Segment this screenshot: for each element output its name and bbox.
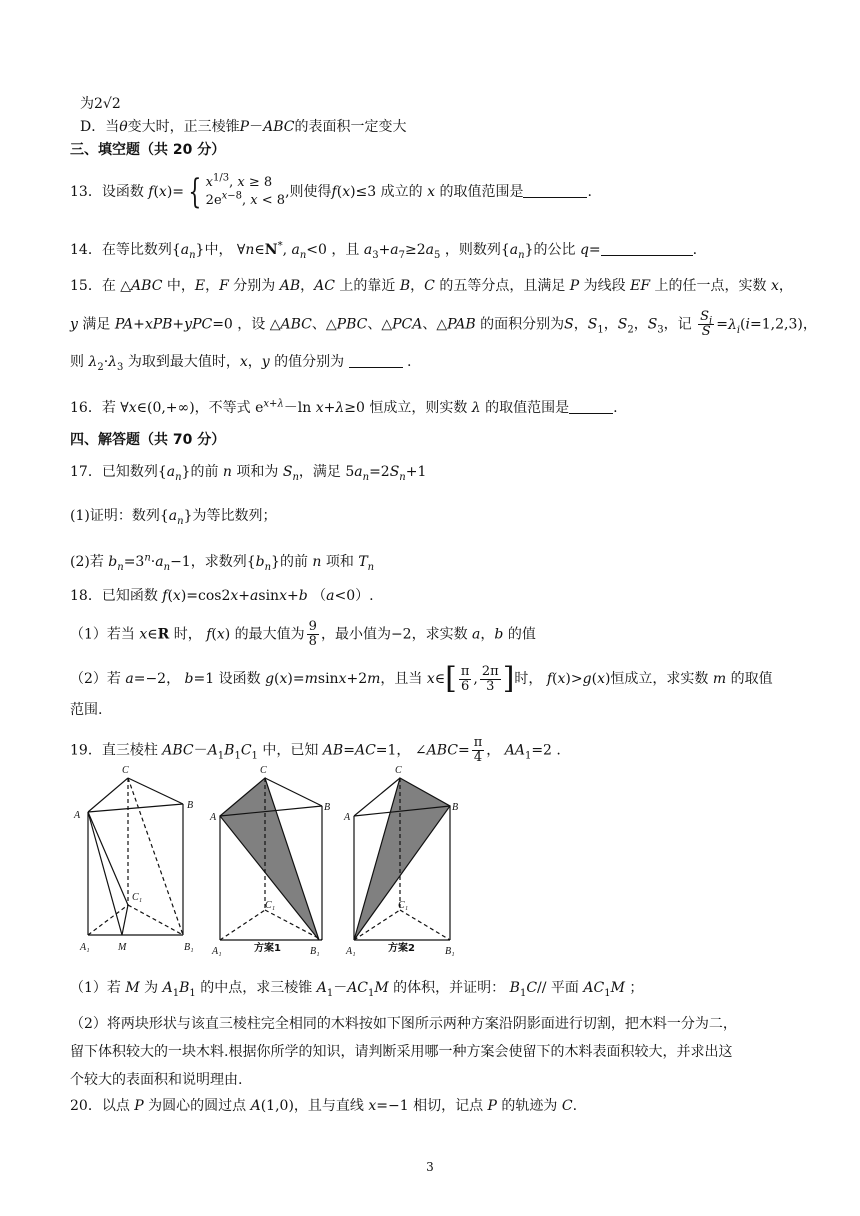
label-a1: A₁: [80, 942, 90, 953]
p2-label-a: A: [344, 812, 351, 823]
question-17-part1: (1)证明：数列$\{a_n\}$为等比数列；: [70, 508, 277, 527]
question-17-part2: (2)若 $b_n=3^n\cdot a_n-1$，求数列$\{b_n\}$的前 n 项和 $T_n$: [70, 552, 375, 573]
question-16: 16．若 ∀x∈(0,+∞)，不等式 $e^{x+\lambda}-\ln$ x+λ≥0 恒成立，则实数 λ 的取值范围是 .: [70, 398, 618, 416]
p2-label-c1: C₁: [398, 900, 409, 911]
plan-2-caption: 方案2: [388, 943, 415, 954]
question-15-line2: y 满足 PA+xPB+yPC=0 ，设 △ABC、△PBC、△PCA、△PAB 的面积分别为S，$S_1$，$S_2$，$S_3$，记 $\frac{S_i}{S}$ $=\lambda_i(i=1,2,3)$，: [70, 309, 817, 339]
page-number: 3: [426, 1160, 434, 1174]
question-15-line3: 则 $\lambda_2\cdot\lambda_3$ 为取到最大值时，x，y 的值分别为 .: [70, 354, 412, 373]
figure-plan-2: [354, 778, 450, 940]
p1-label-a: A: [210, 812, 217, 823]
p2-label-a1: A₁: [346, 946, 356, 957]
question-19-part1: （1）若 M 为 $A_1B_1$ 的中点，求三棱锥 $A_1-AC_1M$ 的体积，并证明： $B_1C//$ 平面 $AC_1M$ ；: [70, 980, 644, 999]
question-18-part1: （1）若当 x∈R 时， f(x) 的最大值为 $\frac{9}{8}$ ，最小值为−2，求实数 a，b 的值: [70, 619, 536, 649]
prism-figures: [60, 760, 480, 960]
option-d: D．当θ变大时，正三棱锥P－ABC的表面积一定变大: [80, 119, 407, 135]
label-c1: C₁: [132, 892, 143, 903]
p1-label-a1: A₁: [212, 946, 222, 957]
label-b: B: [187, 800, 194, 811]
question-13: 13．设函数 f(x)= { $x^{1/3}$, x ≥ 8 $2e^{x-8}$, x < 8 ,则使得f(x)≤3 成立的 x 的取值范围是 .: [70, 172, 592, 212]
label-c: C: [122, 765, 129, 776]
question-18-part2: （2）若 a=−2， b=1 设函数 g(x)=msinx+2m，且当 x∈[ $\frac{\pi}{6}$ , $\frac{2\pi}{3}$ ]时， f(x)>g(x)恒成立，求实数 m 的取值: [70, 661, 773, 696]
prev-option-c-tail: 为2√2: [80, 96, 121, 112]
question-19-part2-c: 个较大的表面积和说明理由.: [70, 1072, 243, 1088]
figure-plan-1: [220, 778, 322, 940]
question-14: 14．在等比数列$\{a_n\}$中， ∀n∈N*, $a_n<0$ ，且 $a_3+a_7\ge 2a_5$ ，则数列$\{a_n\}$的公比 q= .: [70, 240, 698, 261]
question-15-line1: 15．在 △ABC 中，E，F 分别为 AB，AC 上的靠近 B，C 的五等分点，且满足 P 为线段 EF 上的任一点，实数 x，: [70, 278, 793, 294]
section-answers: 四、解答题（共 70 分）: [70, 432, 226, 448]
question-18-part2-cont: 范围.: [70, 702, 103, 718]
plan-1-caption: 方案1: [254, 943, 281, 954]
p2-label-b1: B₁: [445, 946, 455, 957]
label-b1: B₁: [184, 942, 194, 953]
p1-label-b: B: [324, 802, 331, 813]
question-18: 18．已知函数 f(x)=cos2x+asinx+b （a<0）.: [70, 588, 374, 604]
question-19-part2-a: （2）将两块形状与该直三棱柱完全相同的木料按如下图所示两种方案沿阴影面进行切割，把木料一分为二，: [70, 1016, 737, 1032]
label-m: M: [118, 942, 127, 953]
p2-label-b: B: [452, 802, 459, 813]
question-19-part2-b: 留下体积较大的一块木料.根据你所学的知识，请判断采用哪一种方案会使留下的木料表面积较大，并求出这: [70, 1044, 733, 1060]
question-17: 17．已知数列$\{a_n\}$的前 n 项和为 $S_n$，满足 $5a_n=2S_n+1$: [70, 464, 427, 483]
p1-label-c1: C₁: [265, 900, 276, 911]
section-fill-in: 三、填空题（共 20 分）: [70, 142, 226, 158]
question-19: 19．直三棱柱 $ABC-A_1B_1C_1$ 中，已知 AB=AC=1， ∠ABC= $\frac{\pi}{4}$ ， $AA_1=2$ .: [70, 735, 561, 765]
label-a: A: [74, 810, 81, 821]
p1-label-b1: B₁: [310, 946, 320, 957]
p1-label-c: C: [260, 765, 267, 776]
figure-prism-m: [88, 778, 183, 935]
p2-label-c: C: [395, 765, 402, 776]
question-20: 20．以点 P 为圆心的圆过点 A(1,0)，且与直线 x=−1 相切，记点 P 的轨迹为 C.: [70, 1098, 578, 1114]
